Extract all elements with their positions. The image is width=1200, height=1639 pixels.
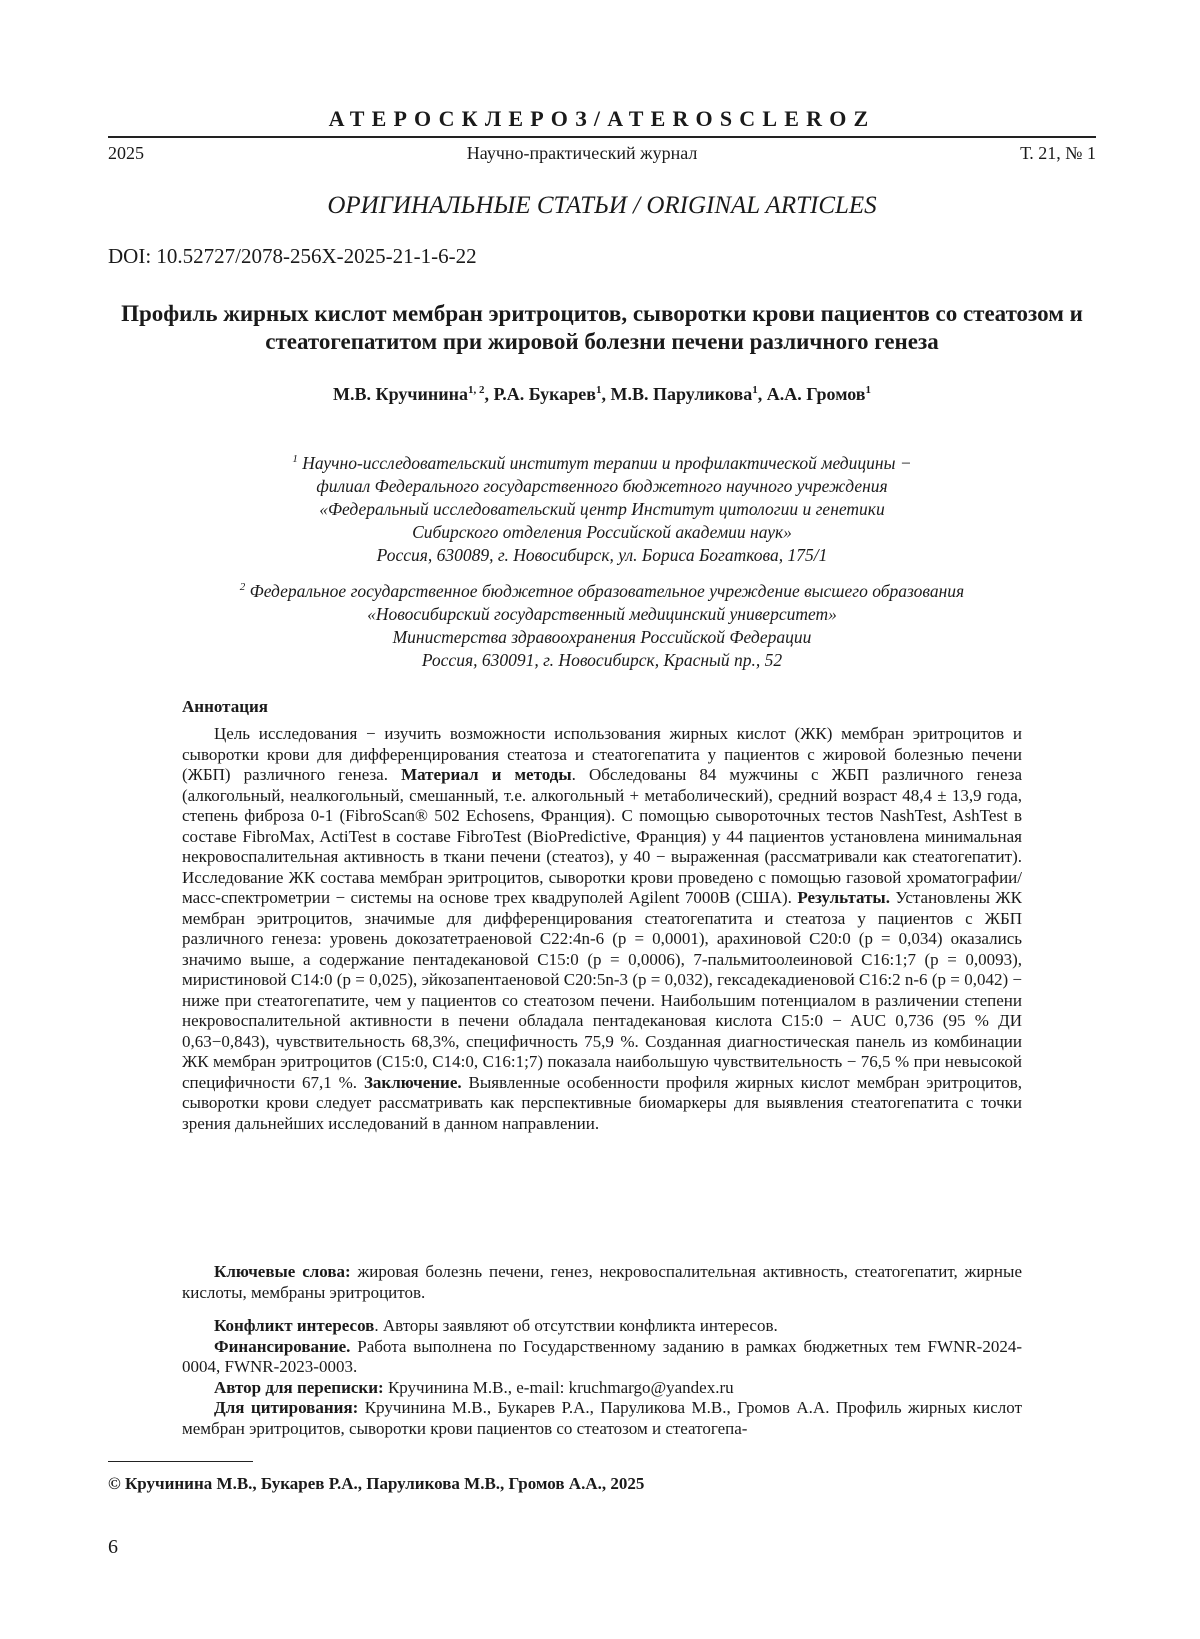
abstract-conclusion: Выявленные особенности профиля жирных кислот мембран эритроцитов, сыворотки крови следует рассматривать как перспективные биомаркеры для выявления стеатогепатита с точки зрения дальнейших исследований в данном направлении. <box>182 1073 1022 1133</box>
correspondence-label: Автор для переписки: <box>214 1378 384 1397</box>
affiliation-1 <box>108 448 1096 567</box>
funding-label: Финансирование. <box>214 1337 350 1356</box>
affiliation-line: Сибирского отделения Российской академии наук» <box>108 521 1096 544</box>
affiliation-line: Научно-исследовательский институт терапии и профилактической медицины − <box>302 453 911 473</box>
affiliation-line: «Новосибирский государственный медицинский университет» <box>108 603 1096 626</box>
keywords <box>182 1262 1022 1303</box>
affiliation-line: Россия, 630089, г. Новосибирск, ул. Бориса Богаткова, 175/1 <box>108 544 1096 567</box>
affiliation-line: Федеральное государственное бюджетное образовательное учреждение высшего образования <box>250 581 965 601</box>
conflict-of-interest <box>182 1316 1022 1337</box>
citation-label: Для цитирования: <box>214 1398 358 1417</box>
journal-name: АТЕРОСКЛЕРОЗ/ATEROSCLEROZ <box>108 106 1096 132</box>
correspondence <box>182 1378 1022 1399</box>
conflict-text: . Авторы заявляют об отсутствии конфликта интересов. <box>374 1316 777 1335</box>
journal-type: Научно-практический журнал <box>467 143 698 164</box>
author <box>493 384 610 404</box>
keywords-label: Ключевые слова: <box>214 1262 351 1281</box>
affiliation-line: Россия, 630091, г. Новосибирск, Красный пр., 52 <box>108 649 1096 672</box>
author <box>767 384 871 404</box>
author-name: А.А. Громов <box>767 384 866 404</box>
section-title: ОРИГИНАЛЬНЫЕ СТАТЬИ / ORIGINAL ARTICLES <box>108 192 1096 220</box>
author-affiliation-mark: 1 <box>752 384 758 396</box>
abstract-methods-label: Материал и методы <box>401 765 572 784</box>
conflict-label: Конфликт интересов <box>214 1316 374 1335</box>
affiliation-line: «Федеральный исследовательский центр Институт цитологии и генетики <box>108 498 1096 521</box>
journal-volume-issue: Т. 21, № 1 <box>1020 143 1096 164</box>
journal-year: 2025 <box>108 143 144 164</box>
footnote-divider <box>108 1461 253 1462</box>
author-list <box>108 384 1096 405</box>
abstract-results: Установлены ЖК мембран эритроцитов, значимые для дифференцирования стеатогепатита и стеатоза у пациентов с ЖБП различного генеза: уровень докозатетраеновой C22:4n-6 (p = 0,0001), арахиновой C20:0 (p = 0,034) оказались значимо выше, а содержание пентадекановой C15:0 (p = 0,0006), 7-пальмитоолеиновой C16:1;7 (p = 0,0093), миристиновой C14:0 (p = 0,025), эйкозапентаеновой C20:5n-3 (p = 0,032), гексадекадиеновой C16:2 n-6 (p = 0,042) − ниже при стеатогепатите, чем у пациентов со стеатозом печени. Наибольшим потенциалом в различении степени некровоспалительной активности в печени обладала пентадекановая кислота C15:0 − AUC 0,736 (95 % ДИ 0,63−0,843), чувствительность 68,3%, специфичность 75,9 %. Созданная диагностическая панель из комбинации ЖК мембран эритроцитов (C15:0, C14:0, C16:1;7) показала наибольшую чувствительность − 76,5 % при невысокой специфичности 67,1 %. <box>182 888 1022 1092</box>
copyright: © Кручинина М.В., Букарев Р.А., Паруликова М.В., Громов А.А., 2025 <box>108 1474 644 1494</box>
abstract-aim: Цель исследования − изучить возможности использования жирных кислот (ЖК) мембран эритроцитов и сыворотки крови для дифференцирования стеатоза и стеатогепатита у пациентов с жировой болезнью печени (ЖБП) различного генеза. <box>182 724 1022 784</box>
abstract-body <box>182 724 1022 1134</box>
author <box>611 384 767 404</box>
header-divider <box>108 136 1096 138</box>
affiliation-line: Министерства здравоохранения Российской Федерации <box>108 626 1096 649</box>
author-separator: , <box>602 384 611 404</box>
affiliation-line: филиал Федерального государственного бюджетного научного учреждения <box>108 475 1096 498</box>
funding <box>182 1337 1022 1378</box>
doi: DOI: 10.52727/2078-256X-2025-21-1-6-22 <box>108 244 477 269</box>
author-affiliation-mark: 1, 2 <box>468 384 485 396</box>
author-affiliation-mark: 1 <box>596 384 602 396</box>
affiliation-mark: 2 <box>240 581 246 593</box>
journal-info-row <box>108 143 1096 164</box>
author-separator: , <box>484 384 493 404</box>
affiliation-2 <box>108 576 1096 672</box>
author-name: М.В. Кручинина <box>333 384 468 404</box>
page-number: 6 <box>108 1536 118 1559</box>
keywords-text: жировая болезнь печени, генез, некровоспалительная активность, стеатогепатит, жирные кислоты, мембраны эритроцитов. <box>182 1262 1022 1302</box>
article-title: Профиль жирных кислот мембран эритроцитов, сыворотки крови пациентов со стеатозом и стеатогепатитом при жировой болезни печени различного генеза <box>108 300 1096 356</box>
abstract-conclusion-label: Заключение. <box>364 1073 462 1092</box>
funding-text: Работа выполнена по Государственному заданию в рамках бюджетных тем FWNR-2024-0004, FWNR-2023-0003. <box>182 1337 1022 1377</box>
citation-text: Кручинина М.В., Букарев Р.А., Паруликова М.В., Громов А.А. Профиль жирных кислот мембран эритроцитов, сыворотки крови пациентов со стеатозом и стеатогепа- <box>182 1398 1022 1438</box>
article-meta <box>182 1316 1022 1439</box>
abstract-heading: Аннотация <box>182 697 1022 718</box>
author <box>333 384 493 404</box>
abstract-methods: . Обследованы 84 мужчины с ЖБП различного генеза (алкогольный, неалкогольный, смешанный, т.е. алкогольный + метаболический), средний возраст 48,4 ± 13,9 года, степень фиброза 0-1 (FibroScan® 502 Echosens, Франция). С помощью сывороточных тестов NashTest, AshTest в составе FibroMax, ActiTest в составе FibroTest (BioPredictive, Франция) у 44 пациентов установлена минимальная некровоспалительная активность в ткани печени (стеатоз), у 40 − выраженная (рассматривали как стеатогепатит). Исследование ЖК состава мембран эритроцитов, сыворотки крови проведено с помощью газовой хроматографии/масс-спектрометрии − системы на основе трех квадруполей Agilent 7000B (США). <box>182 765 1022 907</box>
citation <box>182 1398 1022 1439</box>
correspondence-text: Кручинина М.В., e-mail: kruchmargo@yandex.ru <box>384 1378 734 1397</box>
author-name: Р.А. Букарев <box>493 384 596 404</box>
affiliation-mark: 1 <box>292 453 298 465</box>
author-affiliation-mark: 1 <box>865 384 871 396</box>
abstract-results-label: Результаты. <box>797 888 890 907</box>
author-name: М.В. Паруликова <box>611 384 753 404</box>
author-separator: , <box>758 384 767 404</box>
